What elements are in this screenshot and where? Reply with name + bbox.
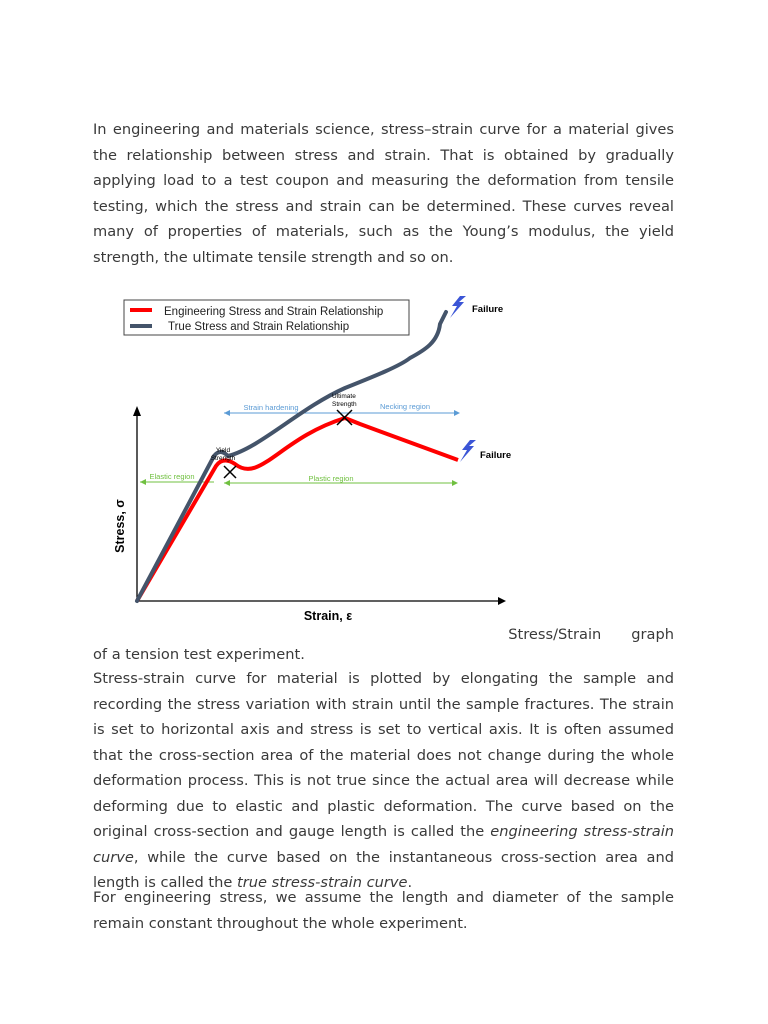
body-text-3: . <box>407 874 413 891</box>
caption-word-1: Stress/Strain <box>508 626 602 643</box>
yield-label-line2: Strength <box>210 455 236 462</box>
plastic-arrow-right <box>452 480 458 486</box>
strain-hardening-arrow-left <box>224 410 230 416</box>
lightning-bolt-icon <box>450 296 466 318</box>
closing-paragraph: For engineering stress, we assume the length and diameter of the sample remain constant throughout the whole experiment. <box>93 889 674 932</box>
y-axis-label: Stress, σ <box>113 499 127 553</box>
body-text-2: , while the curve based on the instantaneous cross-section area and length is called the <box>93 848 674 891</box>
elastic-region-label: Elastic region <box>149 472 195 481</box>
elastic-arrow-left <box>140 479 146 485</box>
stress-strain-figure <box>100 288 520 628</box>
engineering-curve-term: engineering stress-strain curve <box>93 823 675 866</box>
true-curve-term: true stress-strain curve <box>237 874 408 891</box>
legend-label-true: True Stress and Strain Relationship <box>168 321 350 333</box>
necking-arrow-right <box>454 410 460 416</box>
yield-marker <box>224 466 236 478</box>
intro-paragraph: In engineering and materials science, stress–strain curve for a material gives the relationship between stress and strain. That is obtained by gradually applying load to a test coupon and measuring the deformation from tensile testing, which the stress and strain can be determined. These curves reveal many of properties of materials, such as the Young’s modulus, the yield strength, the ultimate tensile strength and so on. <box>93 121 674 266</box>
true-curve <box>137 312 446 601</box>
y-axis-arrow <box>133 406 141 416</box>
x-axis-arrow <box>498 597 506 605</box>
plastic-arrow-left <box>224 480 230 486</box>
lightning-bolt-icon <box>460 440 476 462</box>
body-paragraph <box>93 666 674 896</box>
body-text-1: Stress-strain curve for material is plotted by elongating the sample and recording the stress variation with strain until the sample fractures. The strain is set to horizontal axis and stress is set to vertical axis. It is often assumed that the cross-section area of the material does not change during the whole deformation process. This is not true since the actual area will decrease while deforming due to elastic and plastic deformation. The curve based on the original cross-section and gauge length is called the <box>93 670 674 840</box>
necking-region-label: Necking region <box>379 402 431 411</box>
ultimate-label-line1: Ultimate <box>332 393 356 400</box>
ultimate-marker <box>337 410 352 425</box>
x-axis-label: Strain, ε <box>303 609 353 623</box>
failure-label-true: Failure <box>472 304 504 315</box>
failure-label-engineering: Failure <box>480 450 512 461</box>
figure-caption-line1 <box>508 622 674 648</box>
strain-hardening-label: Strain hardening <box>243 403 299 412</box>
yield-label-line1: Yield <box>215 447 231 454</box>
stress-strain-chart <box>100 288 520 628</box>
legend-label-engineering: Engineering Stress and Strain Relationship <box>164 306 384 318</box>
figure-caption-line2: of a tension test experiment. <box>93 646 305 663</box>
caption-word-2: graph <box>631 626 674 643</box>
plastic-region-label: Plastic region <box>308 474 354 483</box>
ultimate-label-line2: Strength <box>332 401 357 408</box>
